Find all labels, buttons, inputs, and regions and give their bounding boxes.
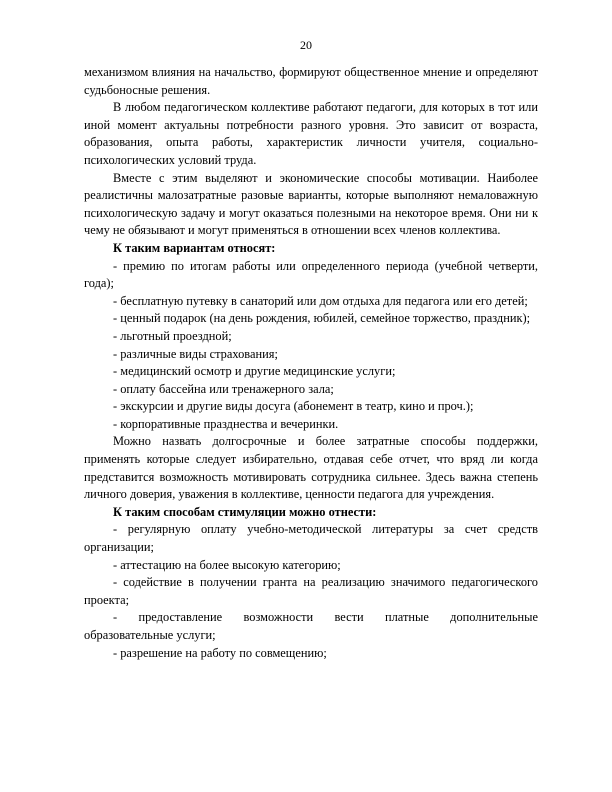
list-item: - предоставление возможности вести платные дополнительные образовательные услуги; — [84, 610, 538, 642]
body-paragraph: механизмом влияния на начальство, формируют общественное мнение и определяют судьбоносные решения. — [84, 65, 538, 97]
body-paragraph: Можно назвать долгосрочные и более затратные способы поддержки, применять которые следует избирательно, отдавая себе отчет, что вряд ли когда представится возможность мотивировать сотрудника сильнее. Здесь важна степень личного доверия, уважения в коллективе, ценности педагога для учреждения. — [84, 434, 538, 502]
document-body — [84, 64, 538, 662]
page-number: 20 — [300, 38, 312, 52]
list-item: - ценный подарок (на день рождения, юбилей, семейное торжество, праздник); — [113, 311, 531, 326]
body-paragraph: В любом педагогическом коллективе работают педагоги, для которых в тот или иной момент актуальны потребности разного уровня. Это зависит от возраста, образования, опыта работы, характеристик личности учителя, социально-психологических условий труда. — [84, 100, 538, 167]
list-item: - экскурсии и другие виды досуга (абонемент в театр, кино и проч.); — [113, 399, 474, 414]
body-paragraph: Вместе с этим выделяют и экономические способы мотивации. Наиболее реалистичны малозатратные разовые варианты, которые выполняют немаловажную психологическую задачу и могут оказаться полезными на некоторое время. Они ни к чему не обязывают и могут применяться в отношении всех членов коллектива. — [84, 170, 538, 238]
list-item: - корпоративные празднества и вечеринки. — [113, 416, 339, 431]
list-item: - льготный проездной; — [113, 328, 232, 343]
list-item: - разрешение на работу по совмещению; — [113, 645, 327, 660]
list-item: - медицинский осмотр и другие медицинские услуги; — [113, 364, 396, 379]
list-item: - различные виды страхования; — [113, 346, 278, 361]
list-item: - премию по итогам работы или определенного периода (учебной четверти, года); — [84, 258, 538, 291]
section-heading: К таким способам стимуляции можно отнести: — [113, 504, 377, 519]
list-item: - содействие в получении гранта на реализацию значимого педагогического проекта; — [84, 575, 538, 607]
list-item: - оплату бассейна или тренажерного зала; — [113, 381, 334, 396]
list-item: - аттестацию на более высокую категорию; — [113, 557, 341, 572]
list-item: - регулярную оплату учебно-методической литературы за счет средств организации; — [84, 522, 538, 555]
section-heading: К таким вариантам относят: — [113, 240, 276, 255]
list-item: - бесплатную путевку в санаторий или дом отдыха для педагога или его детей; — [113, 293, 528, 308]
